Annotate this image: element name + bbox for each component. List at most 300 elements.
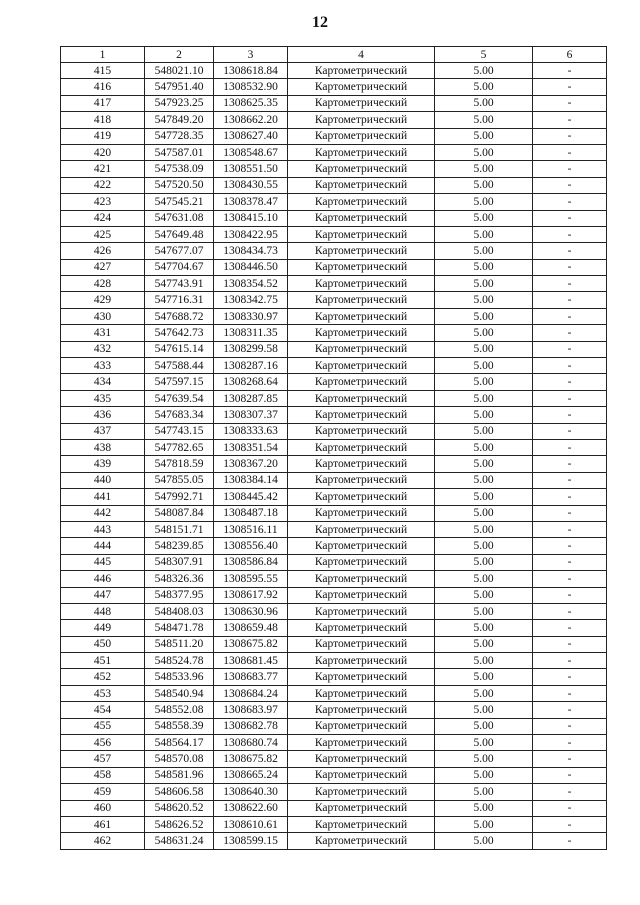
description-cell: - bbox=[533, 603, 607, 619]
point-number-cell: 419 bbox=[61, 128, 145, 144]
point-number-cell: 461 bbox=[61, 816, 145, 832]
y-coordinate-cell: 1308445.42 bbox=[214, 489, 288, 505]
accuracy-cell: 5.00 bbox=[435, 308, 533, 324]
point-number-cell: 443 bbox=[61, 521, 145, 537]
point-number-cell: 450 bbox=[61, 636, 145, 652]
accuracy-cell: 5.00 bbox=[435, 325, 533, 341]
x-coordinate-cell: 548540.94 bbox=[145, 685, 214, 701]
table-body bbox=[61, 63, 607, 850]
table-row bbox=[61, 784, 607, 800]
table-row bbox=[61, 358, 607, 374]
x-coordinate-cell: 547649.48 bbox=[145, 226, 214, 242]
description-cell: - bbox=[533, 95, 607, 111]
method-cell: Картометрический bbox=[288, 505, 435, 521]
accuracy-cell: 5.00 bbox=[435, 63, 533, 79]
method-cell: Картометрический bbox=[288, 358, 435, 374]
accuracy-cell: 5.00 bbox=[435, 341, 533, 357]
x-coordinate-cell: 548626.52 bbox=[145, 816, 214, 832]
x-coordinate-cell: 547683.34 bbox=[145, 407, 214, 423]
description-cell: - bbox=[533, 63, 607, 79]
point-number-cell: 434 bbox=[61, 374, 145, 390]
table-row bbox=[61, 538, 607, 554]
accuracy-cell: 5.00 bbox=[435, 636, 533, 652]
table-row bbox=[61, 63, 607, 79]
method-cell: Картометрический bbox=[288, 243, 435, 259]
description-cell: - bbox=[533, 472, 607, 488]
y-coordinate-cell: 1308367.20 bbox=[214, 456, 288, 472]
point-number-cell: 449 bbox=[61, 620, 145, 636]
y-coordinate-cell: 1308422.95 bbox=[214, 226, 288, 242]
description-cell: - bbox=[533, 439, 607, 455]
method-cell: Картометрический bbox=[288, 685, 435, 701]
description-cell: - bbox=[533, 390, 607, 406]
page-number: 12 bbox=[312, 14, 328, 31]
y-coordinate-cell: 1308333.63 bbox=[214, 423, 288, 439]
table-row bbox=[61, 653, 607, 669]
method-cell: Картометрический bbox=[288, 390, 435, 406]
method-cell: Картометрический bbox=[288, 456, 435, 472]
table-row bbox=[61, 407, 607, 423]
y-coordinate-cell: 1308299.58 bbox=[214, 341, 288, 357]
description-cell: - bbox=[533, 620, 607, 636]
accuracy-cell: 5.00 bbox=[435, 439, 533, 455]
table-row bbox=[61, 161, 607, 177]
point-number-cell: 448 bbox=[61, 603, 145, 619]
point-number-cell: 420 bbox=[61, 144, 145, 160]
method-cell: Картометрический bbox=[288, 112, 435, 128]
point-number-cell: 430 bbox=[61, 308, 145, 324]
point-number-cell: 424 bbox=[61, 210, 145, 226]
table-row bbox=[61, 79, 607, 95]
point-number-cell: 435 bbox=[61, 390, 145, 406]
point-number-cell: 425 bbox=[61, 226, 145, 242]
description-cell: - bbox=[533, 161, 607, 177]
description-cell: - bbox=[533, 128, 607, 144]
accuracy-cell: 5.00 bbox=[435, 571, 533, 587]
point-number-cell: 440 bbox=[61, 472, 145, 488]
y-coordinate-cell: 1308617.92 bbox=[214, 587, 288, 603]
table-row bbox=[61, 521, 607, 537]
x-coordinate-cell: 548377.95 bbox=[145, 587, 214, 603]
method-cell: Картометрический bbox=[288, 472, 435, 488]
description-cell: - bbox=[533, 653, 607, 669]
x-coordinate-cell: 547849.20 bbox=[145, 112, 214, 128]
x-coordinate-cell: 548620.52 bbox=[145, 800, 214, 816]
method-cell: Картометрический bbox=[288, 735, 435, 751]
accuracy-cell: 5.00 bbox=[435, 79, 533, 95]
x-coordinate-cell: 548570.08 bbox=[145, 751, 214, 767]
table-row bbox=[61, 620, 607, 636]
method-cell: Картометрический bbox=[288, 259, 435, 275]
method-cell: Картометрический bbox=[288, 194, 435, 210]
description-cell: - bbox=[533, 571, 607, 587]
y-coordinate-cell: 1308599.15 bbox=[214, 833, 288, 849]
table-header-row bbox=[61, 47, 607, 63]
method-cell: Картометрический bbox=[288, 816, 435, 832]
table-row bbox=[61, 292, 607, 308]
description-cell: - bbox=[533, 702, 607, 718]
table-row bbox=[61, 112, 607, 128]
x-coordinate-cell: 548558.39 bbox=[145, 718, 214, 734]
method-cell: Картометрический bbox=[288, 653, 435, 669]
accuracy-cell: 5.00 bbox=[435, 161, 533, 177]
description-cell: - bbox=[533, 456, 607, 472]
description-cell: - bbox=[533, 685, 607, 701]
x-coordinate-cell: 548606.58 bbox=[145, 784, 214, 800]
method-cell: Картометрический bbox=[288, 423, 435, 439]
point-number-cell: 457 bbox=[61, 751, 145, 767]
description-cell: - bbox=[533, 800, 607, 816]
x-coordinate-cell: 547677.07 bbox=[145, 243, 214, 259]
table-row bbox=[61, 718, 607, 734]
x-coordinate-cell: 548631.24 bbox=[145, 833, 214, 849]
method-cell: Картометрический bbox=[288, 800, 435, 816]
description-cell: - bbox=[533, 374, 607, 390]
description-cell: - bbox=[533, 292, 607, 308]
column-header-5: 5 bbox=[435, 47, 533, 63]
method-cell: Картометрический bbox=[288, 767, 435, 783]
table-row bbox=[61, 685, 607, 701]
table-row bbox=[61, 587, 607, 603]
point-number-cell: 444 bbox=[61, 538, 145, 554]
description-cell: - bbox=[533, 489, 607, 505]
y-coordinate-cell: 1308681.45 bbox=[214, 653, 288, 669]
x-coordinate-cell: 547743.15 bbox=[145, 423, 214, 439]
description-cell: - bbox=[533, 407, 607, 423]
y-coordinate-cell: 1308683.77 bbox=[214, 669, 288, 685]
point-number-cell: 417 bbox=[61, 95, 145, 111]
column-header-6: 6 bbox=[533, 47, 607, 63]
point-number-cell: 446 bbox=[61, 571, 145, 587]
x-coordinate-cell: 548564.17 bbox=[145, 735, 214, 751]
description-cell: - bbox=[533, 177, 607, 193]
point-number-cell: 456 bbox=[61, 735, 145, 751]
description-cell: - bbox=[533, 308, 607, 324]
method-cell: Картометрический bbox=[288, 439, 435, 455]
point-number-cell: 422 bbox=[61, 177, 145, 193]
description-cell: - bbox=[533, 767, 607, 783]
accuracy-cell: 5.00 bbox=[435, 505, 533, 521]
point-number-cell: 445 bbox=[61, 554, 145, 570]
y-coordinate-cell: 1308307.37 bbox=[214, 407, 288, 423]
method-cell: Картометрический bbox=[288, 292, 435, 308]
accuracy-cell: 5.00 bbox=[435, 603, 533, 619]
accuracy-cell: 5.00 bbox=[435, 718, 533, 734]
description-cell: - bbox=[533, 833, 607, 849]
y-coordinate-cell: 1308684.24 bbox=[214, 685, 288, 701]
description-cell: - bbox=[533, 751, 607, 767]
table-row bbox=[61, 177, 607, 193]
point-number-cell: 459 bbox=[61, 784, 145, 800]
y-coordinate-cell: 1308311.35 bbox=[214, 325, 288, 341]
description-cell: - bbox=[533, 144, 607, 160]
column-header-2: 2 bbox=[145, 47, 214, 63]
accuracy-cell: 5.00 bbox=[435, 374, 533, 390]
accuracy-cell: 5.00 bbox=[435, 259, 533, 275]
accuracy-cell: 5.00 bbox=[435, 653, 533, 669]
description-cell: - bbox=[533, 259, 607, 275]
y-coordinate-cell: 1308625.35 bbox=[214, 95, 288, 111]
x-coordinate-cell: 547538.09 bbox=[145, 161, 214, 177]
description-cell: - bbox=[533, 276, 607, 292]
description-cell: - bbox=[533, 341, 607, 357]
y-coordinate-cell: 1308430.55 bbox=[214, 177, 288, 193]
y-coordinate-cell: 1308682.78 bbox=[214, 718, 288, 734]
method-cell: Картометрический bbox=[288, 571, 435, 587]
accuracy-cell: 5.00 bbox=[435, 390, 533, 406]
method-cell: Картометрический bbox=[288, 144, 435, 160]
table-row bbox=[61, 751, 607, 767]
x-coordinate-cell: 547688.72 bbox=[145, 308, 214, 324]
description-cell: - bbox=[533, 784, 607, 800]
x-coordinate-cell: 547639.54 bbox=[145, 390, 214, 406]
y-coordinate-cell: 1308446.50 bbox=[214, 259, 288, 275]
method-cell: Картометрический bbox=[288, 95, 435, 111]
table-row bbox=[61, 374, 607, 390]
method-cell: Картометрический bbox=[288, 603, 435, 619]
x-coordinate-cell: 548021.10 bbox=[145, 63, 214, 79]
table-row bbox=[61, 603, 607, 619]
point-number-cell: 421 bbox=[61, 161, 145, 177]
method-cell: Картометрический bbox=[288, 620, 435, 636]
point-number-cell: 416 bbox=[61, 79, 145, 95]
point-number-cell: 451 bbox=[61, 653, 145, 669]
table-row bbox=[61, 636, 607, 652]
description-cell: - bbox=[533, 816, 607, 832]
accuracy-cell: 5.00 bbox=[435, 358, 533, 374]
x-coordinate-cell: 548552.08 bbox=[145, 702, 214, 718]
accuracy-cell: 5.00 bbox=[435, 702, 533, 718]
accuracy-cell: 5.00 bbox=[435, 194, 533, 210]
accuracy-cell: 5.00 bbox=[435, 620, 533, 636]
y-coordinate-cell: 1308610.61 bbox=[214, 816, 288, 832]
y-coordinate-cell: 1308551.50 bbox=[214, 161, 288, 177]
table-row bbox=[61, 226, 607, 242]
accuracy-cell: 5.00 bbox=[435, 423, 533, 439]
accuracy-cell: 5.00 bbox=[435, 243, 533, 259]
x-coordinate-cell: 548307.91 bbox=[145, 554, 214, 570]
description-cell: - bbox=[533, 521, 607, 537]
method-cell: Картометрический bbox=[288, 784, 435, 800]
y-coordinate-cell: 1308659.48 bbox=[214, 620, 288, 636]
x-coordinate-cell: 547716.31 bbox=[145, 292, 214, 308]
accuracy-cell: 5.00 bbox=[435, 816, 533, 832]
description-cell: - bbox=[533, 554, 607, 570]
accuracy-cell: 5.00 bbox=[435, 210, 533, 226]
method-cell: Картометрический bbox=[288, 276, 435, 292]
x-coordinate-cell: 548087.84 bbox=[145, 505, 214, 521]
x-coordinate-cell: 548524.78 bbox=[145, 653, 214, 669]
x-coordinate-cell: 547704.67 bbox=[145, 259, 214, 275]
point-number-cell: 454 bbox=[61, 702, 145, 718]
point-number-cell: 433 bbox=[61, 358, 145, 374]
accuracy-cell: 5.00 bbox=[435, 784, 533, 800]
x-coordinate-cell: 548326.36 bbox=[145, 571, 214, 587]
accuracy-cell: 5.00 bbox=[435, 800, 533, 816]
point-number-cell: 431 bbox=[61, 325, 145, 341]
accuracy-cell: 5.00 bbox=[435, 767, 533, 783]
x-coordinate-cell: 548151.71 bbox=[145, 521, 214, 537]
y-coordinate-cell: 1308415.10 bbox=[214, 210, 288, 226]
method-cell: Картометрический bbox=[288, 325, 435, 341]
coordinates-table bbox=[60, 46, 607, 850]
accuracy-cell: 5.00 bbox=[435, 276, 533, 292]
accuracy-cell: 5.00 bbox=[435, 177, 533, 193]
x-coordinate-cell: 548408.03 bbox=[145, 603, 214, 619]
table-row bbox=[61, 833, 607, 849]
column-header-1: 1 bbox=[61, 47, 145, 63]
method-cell: Картометрический bbox=[288, 521, 435, 537]
description-cell: - bbox=[533, 587, 607, 603]
point-number-cell: 455 bbox=[61, 718, 145, 734]
table-row bbox=[61, 702, 607, 718]
point-number-cell: 458 bbox=[61, 767, 145, 783]
table-row bbox=[61, 489, 607, 505]
description-cell: - bbox=[533, 669, 607, 685]
point-number-cell: 426 bbox=[61, 243, 145, 259]
method-cell: Картометрический bbox=[288, 718, 435, 734]
accuracy-cell: 5.00 bbox=[435, 112, 533, 128]
accuracy-cell: 5.00 bbox=[435, 669, 533, 685]
point-number-cell: 427 bbox=[61, 259, 145, 275]
x-coordinate-cell: 547615.14 bbox=[145, 341, 214, 357]
x-coordinate-cell: 548511.20 bbox=[145, 636, 214, 652]
y-coordinate-cell: 1308516.11 bbox=[214, 521, 288, 537]
y-coordinate-cell: 1308434.73 bbox=[214, 243, 288, 259]
point-number-cell: 437 bbox=[61, 423, 145, 439]
method-cell: Картометрический bbox=[288, 128, 435, 144]
method-cell: Картометрический bbox=[288, 177, 435, 193]
table-row bbox=[61, 259, 607, 275]
method-cell: Картометрический bbox=[288, 341, 435, 357]
point-number-cell: 438 bbox=[61, 439, 145, 455]
y-coordinate-cell: 1308351.54 bbox=[214, 439, 288, 455]
method-cell: Картометрический bbox=[288, 210, 435, 226]
x-coordinate-cell: 548533.96 bbox=[145, 669, 214, 685]
y-coordinate-cell: 1308586.84 bbox=[214, 554, 288, 570]
description-cell: - bbox=[533, 112, 607, 128]
x-coordinate-cell: 547782.65 bbox=[145, 439, 214, 455]
description-cell: - bbox=[533, 636, 607, 652]
accuracy-cell: 5.00 bbox=[435, 538, 533, 554]
x-coordinate-cell: 548581.96 bbox=[145, 767, 214, 783]
method-cell: Картометрический bbox=[288, 226, 435, 242]
accuracy-cell: 5.00 bbox=[435, 751, 533, 767]
y-coordinate-cell: 1308384.14 bbox=[214, 472, 288, 488]
point-number-cell: 447 bbox=[61, 587, 145, 603]
table-row bbox=[61, 505, 607, 521]
description-cell: - bbox=[533, 325, 607, 341]
x-coordinate-cell: 547951.40 bbox=[145, 79, 214, 95]
y-coordinate-cell: 1308630.96 bbox=[214, 603, 288, 619]
method-cell: Картометрический bbox=[288, 79, 435, 95]
y-coordinate-cell: 1308287.16 bbox=[214, 358, 288, 374]
y-coordinate-cell: 1308342.75 bbox=[214, 292, 288, 308]
point-number-cell: 415 bbox=[61, 63, 145, 79]
accuracy-cell: 5.00 bbox=[435, 735, 533, 751]
y-coordinate-cell: 1308287.85 bbox=[214, 390, 288, 406]
description-cell: - bbox=[533, 210, 607, 226]
table-row bbox=[61, 767, 607, 783]
y-coordinate-cell: 1308675.82 bbox=[214, 751, 288, 767]
accuracy-cell: 5.00 bbox=[435, 226, 533, 242]
accuracy-cell: 5.00 bbox=[435, 292, 533, 308]
x-coordinate-cell: 547992.71 bbox=[145, 489, 214, 505]
method-cell: Картометрический bbox=[288, 554, 435, 570]
x-coordinate-cell: 547743.91 bbox=[145, 276, 214, 292]
x-coordinate-cell: 547818.59 bbox=[145, 456, 214, 472]
point-number-cell: 462 bbox=[61, 833, 145, 849]
method-cell: Картометрический bbox=[288, 161, 435, 177]
x-coordinate-cell: 547631.08 bbox=[145, 210, 214, 226]
x-coordinate-cell: 547855.05 bbox=[145, 472, 214, 488]
table-row bbox=[61, 243, 607, 259]
method-cell: Картометрический bbox=[288, 308, 435, 324]
x-coordinate-cell: 548471.78 bbox=[145, 620, 214, 636]
column-header-3: 3 bbox=[214, 47, 288, 63]
y-coordinate-cell: 1308268.64 bbox=[214, 374, 288, 390]
description-cell: - bbox=[533, 243, 607, 259]
y-coordinate-cell: 1308548.67 bbox=[214, 144, 288, 160]
x-coordinate-cell: 547923.25 bbox=[145, 95, 214, 111]
point-number-cell: 453 bbox=[61, 685, 145, 701]
x-coordinate-cell: 548239.85 bbox=[145, 538, 214, 554]
table-row bbox=[61, 144, 607, 160]
accuracy-cell: 5.00 bbox=[435, 128, 533, 144]
table-row bbox=[61, 276, 607, 292]
description-cell: - bbox=[533, 735, 607, 751]
method-cell: Картометрический bbox=[288, 374, 435, 390]
table-row bbox=[61, 325, 607, 341]
y-coordinate-cell: 1308532.90 bbox=[214, 79, 288, 95]
table-row bbox=[61, 571, 607, 587]
description-cell: - bbox=[533, 358, 607, 374]
method-cell: Картометрический bbox=[288, 669, 435, 685]
point-number-cell: 428 bbox=[61, 276, 145, 292]
method-cell: Картометрический bbox=[288, 489, 435, 505]
point-number-cell: 460 bbox=[61, 800, 145, 816]
y-coordinate-cell: 1308354.52 bbox=[214, 276, 288, 292]
accuracy-cell: 5.00 bbox=[435, 833, 533, 849]
accuracy-cell: 5.00 bbox=[435, 685, 533, 701]
y-coordinate-cell: 1308487.18 bbox=[214, 505, 288, 521]
y-coordinate-cell: 1308627.40 bbox=[214, 128, 288, 144]
table-row bbox=[61, 423, 607, 439]
y-coordinate-cell: 1308680.74 bbox=[214, 735, 288, 751]
accuracy-cell: 5.00 bbox=[435, 587, 533, 603]
y-coordinate-cell: 1308662.20 bbox=[214, 112, 288, 128]
description-cell: - bbox=[533, 718, 607, 734]
method-cell: Картометрический bbox=[288, 636, 435, 652]
method-cell: Картометрический bbox=[288, 63, 435, 79]
description-cell: - bbox=[533, 194, 607, 210]
table-row bbox=[61, 816, 607, 832]
x-coordinate-cell: 547728.35 bbox=[145, 128, 214, 144]
method-cell: Картометрический bbox=[288, 587, 435, 603]
x-coordinate-cell: 547642.73 bbox=[145, 325, 214, 341]
point-number-cell: 442 bbox=[61, 505, 145, 521]
accuracy-cell: 5.00 bbox=[435, 472, 533, 488]
point-number-cell: 418 bbox=[61, 112, 145, 128]
accuracy-cell: 5.00 bbox=[435, 144, 533, 160]
table-row bbox=[61, 472, 607, 488]
accuracy-cell: 5.00 bbox=[435, 456, 533, 472]
y-coordinate-cell: 1308595.55 bbox=[214, 571, 288, 587]
table-row bbox=[61, 341, 607, 357]
y-coordinate-cell: 1308665.24 bbox=[214, 767, 288, 783]
table-row bbox=[61, 308, 607, 324]
table-row bbox=[61, 669, 607, 685]
